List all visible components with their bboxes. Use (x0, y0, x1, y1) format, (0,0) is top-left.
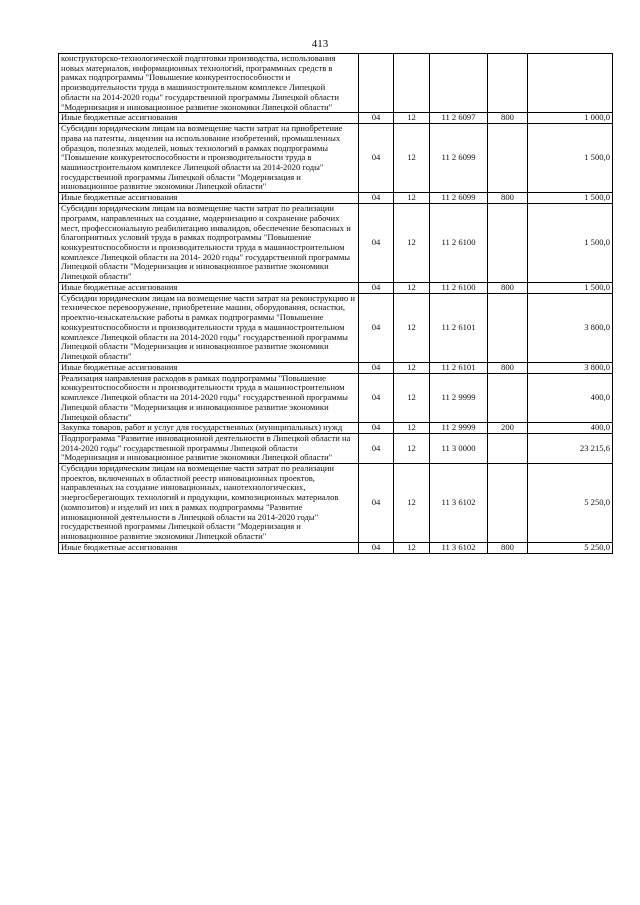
table-row (59, 124, 613, 193)
cell-section-code: 12 (394, 362, 430, 373)
cell-amount: 1 500,0 (528, 124, 613, 193)
cell-amount: 3 800,0 (528, 362, 613, 373)
cell-expense-type (488, 293, 528, 362)
cell-target-article: 11 2 6100 (430, 204, 488, 283)
cell-expense-type: 800 (488, 193, 528, 204)
table-row (59, 433, 613, 463)
cell-amount: 1 500,0 (528, 204, 613, 283)
cell-description: Иные бюджетные ассигнования (59, 193, 359, 204)
cell-target-article: 11 2 9999 (430, 373, 488, 423)
cell-section-code: 12 (394, 193, 430, 204)
cell-section-code: 12 (394, 423, 430, 434)
cell-expense-type (488, 464, 528, 543)
cell-amount: 1 000,0 (528, 113, 613, 124)
cell-description: Подпрограмма "Развитие инновационной деятельности в Липецкой области на 2014-2020 годы" государственной программы Липецкой области "Модернизация и инновационное развитие экономики Липецкой области" (59, 433, 359, 463)
cell-section-code: 12 (394, 373, 430, 423)
cell-target-article: 11 2 6097 (430, 113, 488, 124)
cell-expense-type (488, 54, 528, 113)
cell-target-article: 11 2 6099 (430, 124, 488, 193)
cell-description: Закупка товаров, работ и услуг для государственных (муниципальных) нужд (59, 423, 359, 434)
cell-amount: 5 250,0 (528, 464, 613, 543)
cell-expense-type: 800 (488, 113, 528, 124)
cell-description: Иные бюджетные ассигнования (59, 113, 359, 124)
cell-amount: 3 800,0 (528, 293, 613, 362)
cell-amount: 5 250,0 (528, 542, 613, 553)
table-row (59, 204, 613, 283)
cell-description: Иные бюджетные ассигнования (59, 542, 359, 553)
cell-description: Иные бюджетные ассигнования (59, 362, 359, 373)
cell-ministry-code (359, 54, 394, 113)
cell-ministry-code: 04 (359, 433, 394, 463)
cell-section-code: 12 (394, 113, 430, 124)
page-number: 413 (311, 38, 329, 50)
cell-description: Субсидии юридическим лицам на возмещение части затрат по реализации проектов, включенных в областной реестр инновационных проектов, направленных на создание инновационных, нанотехнологических, энергосберегающих технологий и продукции, композиционных материалов (композитов) и изделий из них в рамках подпрограммы "Развитие инновационной деятельности в Липецкой области на 2014-2020 годы" государственной программы Липецкой области "Модернизация и инновационное развитие экономики Липецкой области" (59, 464, 359, 543)
cell-target-article: 11 2 6099 (430, 193, 488, 204)
cell-expense-type: 800 (488, 542, 528, 553)
cell-section-code: 12 (394, 542, 430, 553)
cell-description: Субсидии юридическим лицам на возмещение части затрат на приобретение права на патенты, лицензии на использование изобретений, промышленных образцов, полезных моделей, новых технологий в рамках подпрограммы "Повышение конкурентоспособности и производительности труда в машиностроительном комплексе Липецкой области на 2014-2020 годы" государственной программы Липецкой области "Модернизация и инновационное развитие экономики Липецкой области" (59, 124, 359, 193)
cell-expense-type: 200 (488, 423, 528, 434)
table-row (59, 54, 613, 113)
cell-amount: 23 215,6 (528, 433, 613, 463)
cell-ministry-code: 04 (359, 113, 394, 124)
cell-amount: 400,0 (528, 423, 613, 434)
cell-expense-type (488, 204, 528, 283)
cell-section-code: 12 (394, 282, 430, 293)
cell-target-article: 11 2 6101 (430, 293, 488, 362)
cell-description: Реализация направления расходов в рамках подпрограммы "Повышение конкурентоспособности и производительности труда в машиностроительном комплексе Липецкой области на 2014-2020 годы" государственной программы Липецкой области "Модернизация и инновационное развитие экономики Липецкой области" (59, 373, 359, 423)
table-row (59, 193, 613, 204)
cell-ministry-code: 04 (359, 282, 394, 293)
table-row (59, 373, 613, 423)
cell-section-code: 12 (394, 464, 430, 543)
cell-target-article: 11 3 6102 (430, 464, 488, 543)
cell-section-code: 12 (394, 433, 430, 463)
cell-target-article: 11 2 9999 (430, 423, 488, 434)
cell-description: конструкторско-технологической подготовки производства, использования новых материалов, информационных технологий, программных средств в рамках подпрограммы "Повышение конкурентоспособности и производительности труда в машиностроительном комплексе Липецкой области на 2014-2020 годы" государственной программы Липецкой области "Модернизация и инновационное развитие экономики Липецкой области" (59, 54, 359, 113)
cell-ministry-code: 04 (359, 423, 394, 434)
cell-expense-type (488, 373, 528, 423)
cell-expense-type (488, 433, 528, 463)
cell-ministry-code: 04 (359, 464, 394, 543)
cell-target-article: 11 3 6102 (430, 542, 488, 553)
cell-ministry-code: 04 (359, 362, 394, 373)
cell-section-code: 12 (394, 124, 430, 193)
cell-amount: 400,0 (528, 373, 613, 423)
table-row (59, 282, 613, 293)
cell-expense-type: 800 (488, 282, 528, 293)
cell-description: Субсидии юридическим лицам на возмещение части затрат на реконструкцию и техническое перевооружение, приобретение машин, оборудования, оснастки, проектно-изыскательские работы в рамках подпрограммы "Повышение конкурентоспособности и производительности труда в машиностроительном комплексе Липецкой области на 2014-2020 годы" государственной программы Липецкой области "Модернизация и инновационное развитие экономики Липецкой области" (59, 293, 359, 362)
table-row (59, 362, 613, 373)
cell-amount: 1 500,0 (528, 193, 613, 204)
cell-ministry-code: 04 (359, 542, 394, 553)
cell-amount: 1 500,0 (528, 282, 613, 293)
table-row (59, 542, 613, 553)
cell-target-article: 11 3 0000 (430, 433, 488, 463)
cell-expense-type (488, 124, 528, 193)
cell-ministry-code: 04 (359, 124, 394, 193)
cell-target-article: 11 2 6101 (430, 362, 488, 373)
table-row (59, 113, 613, 124)
cell-ministry-code: 04 (359, 293, 394, 362)
cell-section-code: 12 (394, 204, 430, 283)
table-row (59, 293, 613, 362)
table-row (59, 464, 613, 543)
cell-ministry-code: 04 (359, 204, 394, 283)
cell-ministry-code: 04 (359, 373, 394, 423)
cell-amount (528, 54, 613, 113)
cell-section-code: 12 (394, 293, 430, 362)
budget-table (58, 53, 613, 554)
cell-target-article: 11 2 6100 (430, 282, 488, 293)
cell-description: Иные бюджетные ассигнования (59, 282, 359, 293)
cell-description: Субсидии юридическим лицам на возмещение части затрат по реализации программ, направленных на создание, модернизацию и сохранение рабочих мест, профессиональную реабилитацию инвалидов, обеспечение безопасных и благоприятных условий труда в рамках подпрограммы "Повышение конкурентоспособности и производительности труда в машиностроительном комплексе Липецкой области на 2014- 2020 годы" государственной программы Липецкой области "Модернизация и инновационное развитие экономики Липецкой области" (59, 204, 359, 283)
cell-section-code (394, 54, 430, 113)
cell-target-article (430, 54, 488, 113)
cell-ministry-code: 04 (359, 193, 394, 204)
cell-expense-type: 800 (488, 362, 528, 373)
table-row (59, 423, 613, 434)
